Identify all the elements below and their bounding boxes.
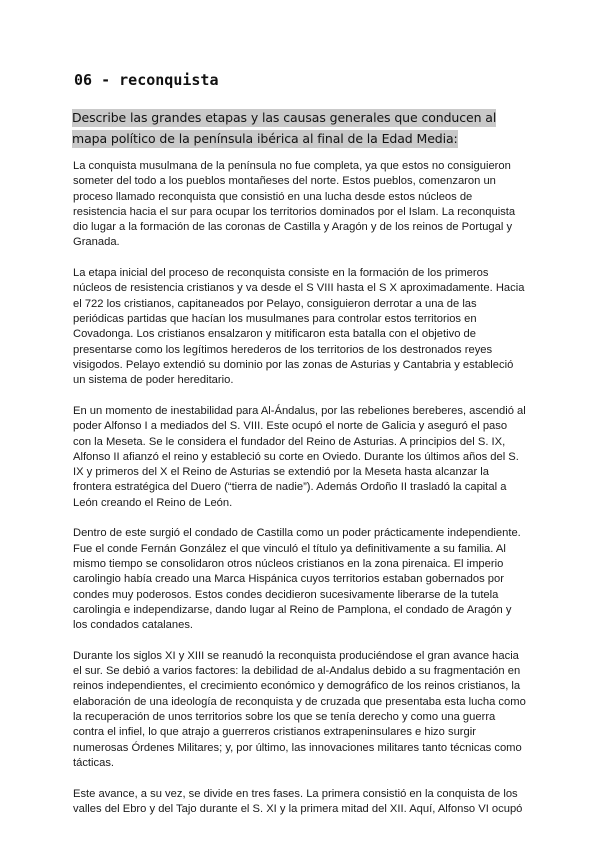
question-highlight: Describe las grandes etapas y las causas generales que conducen al mapa político de la península ibérica al final de la Edad Media:: [72, 110, 497, 146]
paragraph-3: En un momento de inestabilidad para Al-Ándalus, por las rebeliones bereberes, ascendió al poder Alfonso I a mediados del S. VIII. Este ocupó el norte de Galicia y aseguró el paso con la Meseta. Se le considera el fundador del Reino de Asturias. A principios del S. IX, Alfonso II afianzó el reino y estableció su corte en Oviedo. Durante los últimos años del S. IX y primeros del X el Reino de Asturias se extendió por la Meseta hasta alcanzar la frontera estratégica del Duero (“tierra de nadie”). Además Ordoño II trasladó la capital a León creando el Reino de León.: [73, 404, 526, 509]
question-heading: [72, 107, 532, 149]
paragraph-6: Este avance, a su vez, se divide en tres fases. La primera consistió en la conquista de los valles del Ebro y del Tajo durante el S. XI y la primera mitad del XII. Aquí, Alfonso VI ocupó: [73, 787, 523, 815]
body-text: [73, 159, 528, 833]
paragraph-5: Durante los siglos XI y XIII se reanudó la reconquista produciéndose el gran avance hacia el sur. Se debió a varios factores: la debilidad de al-Andalus debido a su fragmentación en reinos independientes, el crecimiento económico y demográfico de los reinos cristianos, la elaboración de una ideología de reconquista y de cruzada que presentaba esta lucha como la recuperación de unos territorios sobre los que se tenía derecho y como una guerra contra el infiel, lo que atrajo a guerreros cristianos extrapeninsulares e hizo surgir numerosas Órdenes Militares; y, por último, las innovaciones militares tanto técnicas como tácticas.: [73, 649, 526, 769]
paragraph-1: La conquista musulmana de la península no fue completa, ya que estos no consiguieron someter del todo a los pueblos montañeses del norte. Estos pueblos, comenzaron un proceso llamado reconquista que consistió en una lucha desde estos núcleos de resistencia hacia el sur para ocupar los territorios dominados por el Islam. La reconquista dio lugar a la formación de las coronas de Castilla y Aragón y de los reinos de Portugal y Granada.: [73, 160, 516, 249]
paragraph-4: Dentro de este surgió el condado de Castilla como un poder prácticamente independiente. Fue el conde Fernán González el que vinculó el título ya definitivamente a su familia. Al mismo tiempo se consolidaron otros núcleos cristianos en la zona pirenaica. El imperio carolingio había creado una Marca Hispánica cuyos territorios estaban gobernados por condes muy poderosos. Estos condes decidieron sucesivamente liberarse de la tutela carolingia e independizarse, dando lugar al Reino de Pamplona, el condado de Aragón y los condados catalanes.: [73, 527, 521, 632]
paragraph-2: La etapa inicial del proceso de reconquista consiste en la formación de los primeros núcleos de resistencia cristianos y va desde el S VIII hasta el S X aproximadamente. Hacia el 722 los cristianos, capitaneados por Pelayo, consiguieron derrotar a una de las periódicas partidas que hacían los musulmanes para controlar estos territorios en Covadonga. Los cristianos ensalzaron y mitificaron esta batalla con el objetivo de presentarse como los legítimos herederos de los territorios de los destronados reyes visigodos. Pelayo extendió su dominio por las zonas de Asturias y Cantabria y estableció un sistema de poder hereditario.: [73, 267, 525, 387]
page-title: 06 - reconquista: [74, 71, 219, 89]
